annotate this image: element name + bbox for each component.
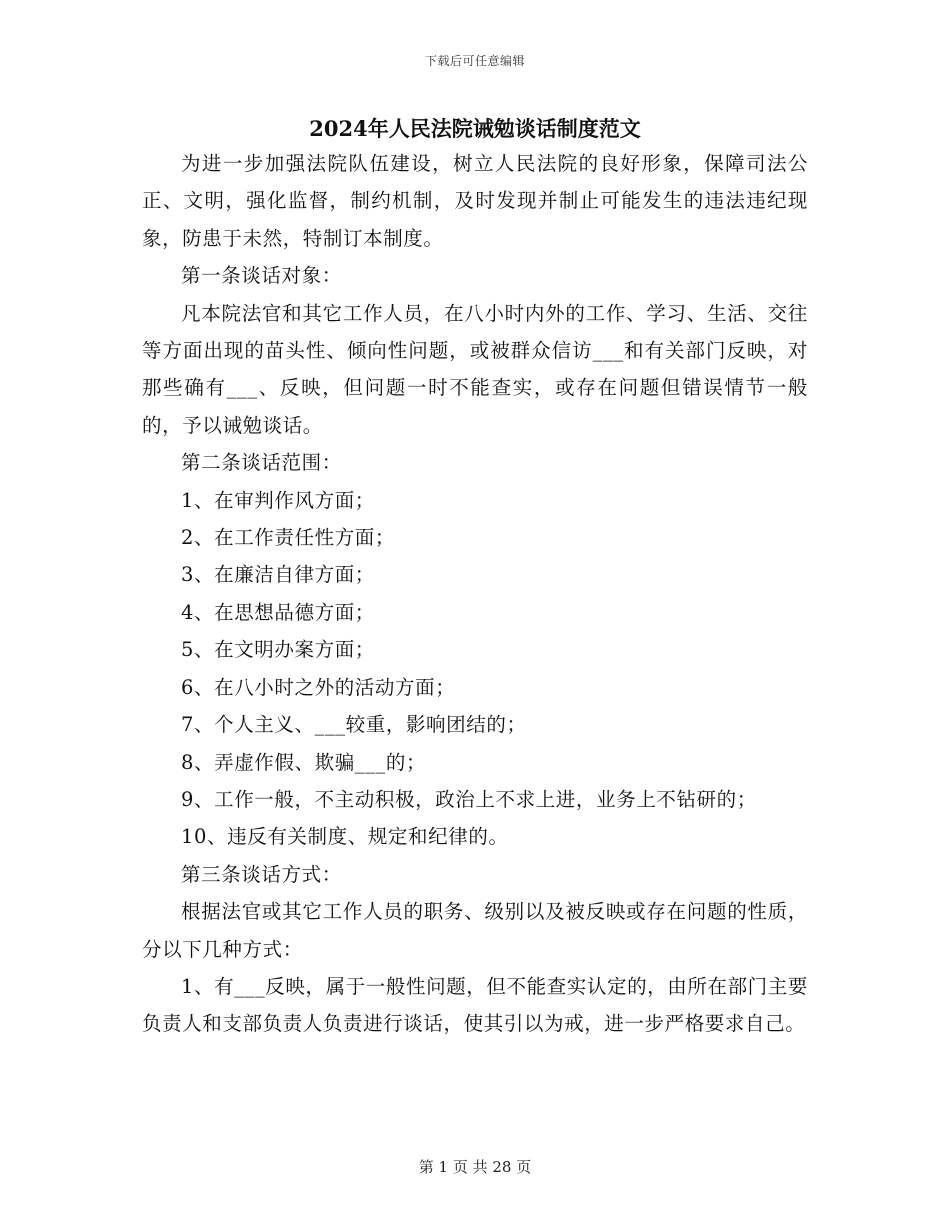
list-item: 5、在文明办案方面； <box>181 638 375 662</box>
document-body <box>142 145 808 1043</box>
header-note: 下载后可任意编辑 <box>424 54 525 68</box>
list-item: 4、在思想品德方面； <box>181 600 375 624</box>
list-item: 1、在审判作风方面； <box>181 488 375 512</box>
article-1-heading: 第一条谈话对象： <box>181 264 342 288</box>
article-1-paragraph: 凡本院法官和其它工作人员，在八小时内外的工作、学习、生活、交往等方面出现的苗头性、倾向性问题，或被群众信访___和有关部门反映，对那些确有___、反映，但问题一时不能查实，或存在问题但错误情节一般的，予以诫勉谈话。 <box>142 301 808 437</box>
document-title: 2024年人民法院诫勉谈话制度范文 <box>309 116 641 141</box>
article-2-heading: 第二条谈话范围： <box>181 451 342 475</box>
list-item: 7、个人主义、___较重，影响团结的； <box>181 713 527 737</box>
method-paragraph: 1、有___反映，属于一般性问题，但不能查实认定的，由所在部门主要负责人和支部负责人负责进行谈话，使其引以为戒，进一步严格要求自己。 <box>142 974 808 1036</box>
list-item: 10、违反有关制度、规定和纪律的。 <box>181 825 509 849</box>
list-item: 6、在八小时之外的活动方面； <box>181 675 456 699</box>
intro-paragraph: 为进一步加强法院队伍建设，树立人民法院的良好形象，保障司法公正、文明，强化监督，制约机制，及时发现并制止可能发生的违法违纪现象，防患于未然，特制订本制度。 <box>142 152 808 250</box>
list-item: 9、工作一般，不主动积极，政治上不求上进，业务上不钻研的； <box>181 787 757 811</box>
list-item: 2、在工作责任性方面； <box>181 526 396 550</box>
page-number: 第 1 页 共 28 页 <box>418 1158 532 1176</box>
list-item: 3、在廉洁自律方面； <box>181 563 375 587</box>
article-3-heading: 第三条谈话方式： <box>181 862 342 886</box>
article-3-paragraph: 根据法官或其它工作人员的职务、级别以及被反映或存在问题的性质，分以下几种方式： <box>142 900 808 961</box>
list-item: 8、弄虚作假、欺骗___的； <box>181 750 427 774</box>
